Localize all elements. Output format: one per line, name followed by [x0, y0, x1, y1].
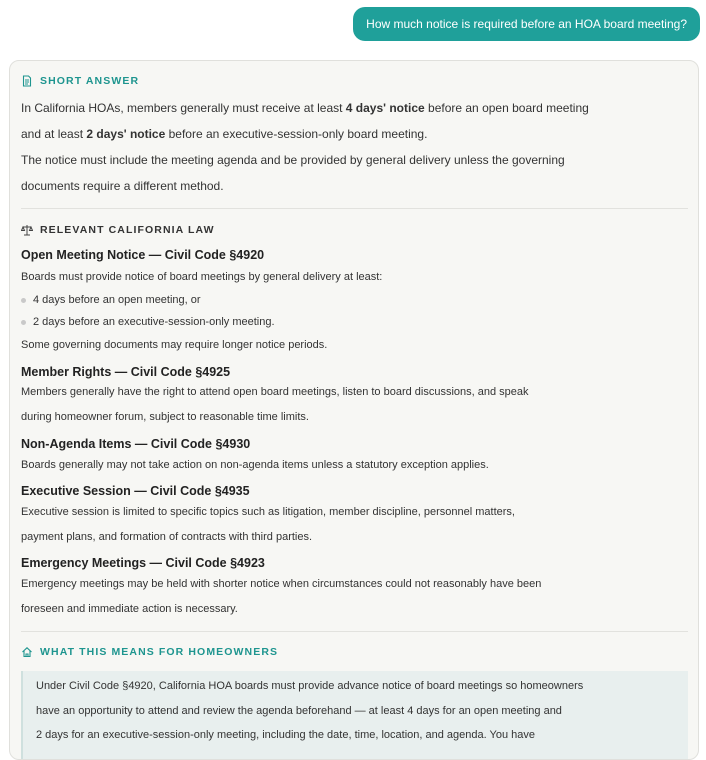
law-title-4923: Emergency Meetings — Civil Code §4923 [21, 556, 265, 570]
section-divider [21, 208, 688, 209]
bullet-dot [21, 320, 26, 325]
user-message-bubble: How much notice is required before an HOA board meeting? [353, 7, 700, 41]
law-text-4925-line-2: during homeowner forum, subject to reasonable time limits. [21, 411, 309, 423]
bullet-dot [21, 298, 26, 303]
callout-line-1: Under Civil Code §4920, California HOA boards must provide advance notice of board meetings so homeowners [36, 680, 584, 692]
law-text-4923-line-2: foreseen and immediate action is necessary. [21, 603, 238, 615]
homeowners-callout [21, 671, 688, 760]
home-icon [21, 646, 33, 658]
law-text-4935-line-2: payment plans, and formation of contracts with third parties. [21, 531, 313, 543]
law-text-4920-note: Some governing documents may require longer notice periods. [21, 339, 328, 351]
list-item: 4 days before an open meeting, or [21, 294, 201, 306]
short-answer-heading: SHORT ANSWER [40, 75, 140, 87]
law-title-4925: Member Rights — Civil Code §4925 [21, 365, 231, 379]
law-text-4920-intro: Boards must provide notice of board meetings by general delivery at least: [21, 271, 383, 283]
law-text-4930-line-1: Boards generally may not take action on non-agenda items unless a statutory exception applies. [21, 459, 489, 471]
relevant-law-heading: RELEVANT CALIFORNIA LAW [40, 224, 215, 236]
homeowners-heading: WHAT THIS MEANS FOR HOMEOWNERS [40, 646, 279, 658]
law-title-4930: Non-Agenda Items — Civil Code §4930 [21, 437, 251, 451]
law-text-4935-line-1: Executive session is limited to specific topics such as litigation, member discipline, personnel matters, [21, 506, 515, 518]
section-divider [21, 631, 688, 632]
law-title-4935: Executive Session — Civil Code §4935 [21, 484, 250, 498]
law-title-4920: Open Meeting Notice — Civil Code §4920 [21, 248, 265, 262]
short-answer-line-2: and at least 2 days' notice before an executive-session-only board meeting. [21, 127, 428, 141]
law-text-4925-line-1: Members generally have the right to attend open board meetings, listen to board discussions, and speak [21, 386, 529, 398]
short-answer-header [21, 75, 139, 87]
short-answer-line-3: The notice must include the meeting agenda and be provided by general delivery unless the governing [21, 153, 565, 167]
short-answer-line-4: documents require a different method. [21, 179, 224, 193]
short-answer-line-1: In California HOAs, members generally must receive at least 4 days' notice before an open board meeting [21, 101, 589, 115]
homeowners-header [21, 646, 278, 658]
callout-line-2: have an opportunity to attend and review the agenda beforehand — at least 4 days for an open meeting and [36, 705, 562, 717]
relevant-law-header [21, 224, 215, 236]
scales-icon [21, 224, 33, 236]
list-item: 2 days before an executive-session-only meeting. [21, 316, 275, 328]
law-text-4923-line-1: Emergency meetings may be held with shorter notice when circumstances could not reasonably have been [21, 578, 542, 590]
document-icon [21, 75, 33, 87]
assistant-response-card [9, 60, 699, 760]
callout-line-3: 2 days for an executive-session-only meeting, including the date, time, location, and agenda. You have [36, 729, 535, 741]
